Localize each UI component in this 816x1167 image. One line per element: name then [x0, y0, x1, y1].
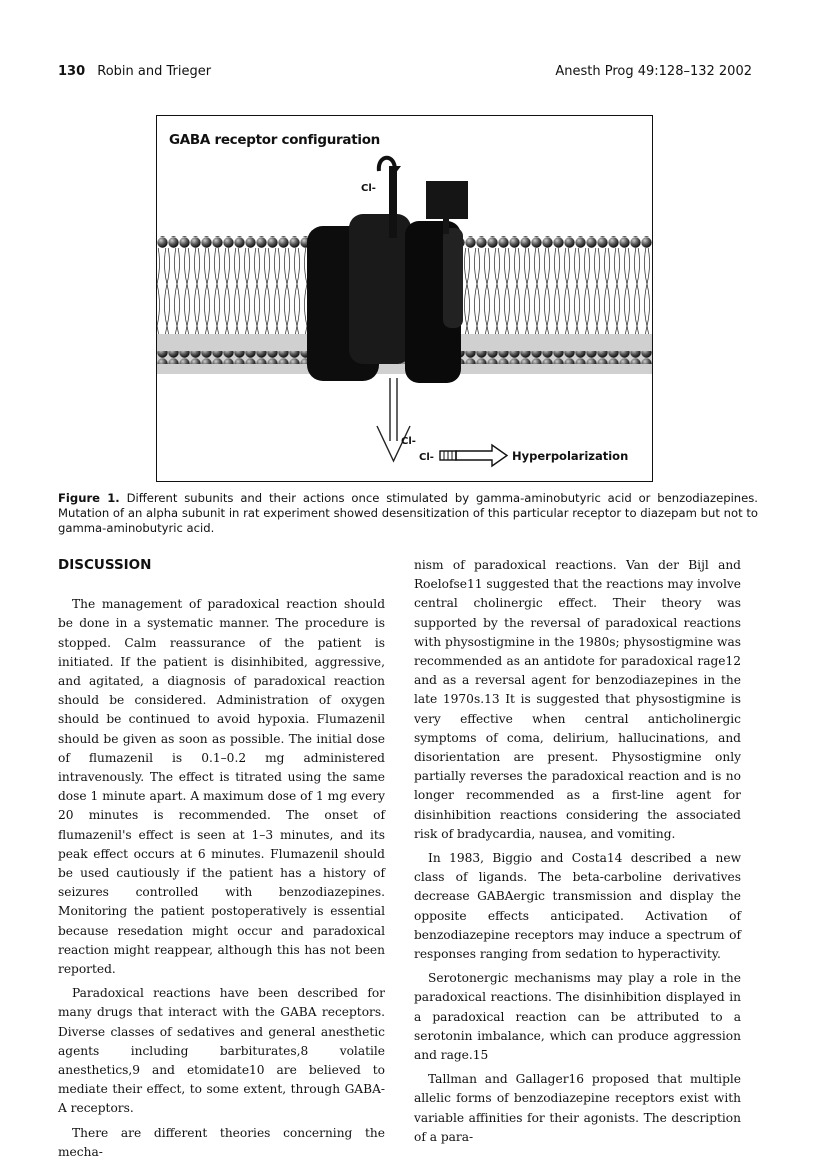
receptor-subunit-2	[349, 214, 411, 364]
caption-label: Figure 1.	[58, 491, 120, 505]
column-right	[414, 556, 741, 1152]
header-authors: Robin and Trieger	[97, 64, 212, 79]
paragraph: There are different theories concerning the mecha-	[58, 1125, 385, 1159]
paragraph: The management of paradoxical reaction should be done in a systematic manner. The procedure is stopped. Calm reassurance of the patient is initiated. If the patient is disinhibited, aggressive, and agitated, a diagnosis of paradoxical reaction should be considered. Administration of oxygen should be continued to avoid hypoxia. Flumazenil should be given as soon as possible. The initial dose of flumazenil is 0.1–0.2 mg administered intravenously. The effect is titrated using the same dose 1 minute apart. A maximum dose of 1 mg every 20 minutes is recommended. The onset of flumazenil's effect is seen at 1–3 minutes, and its peak effect occurs at 6 minutes. Flumazenil should be used cautiously if the patient has a history of seizures controlled with benzodiazepines. Monitoring the patient postoperatively is essential because resedation might occur and paradoxical reaction might reappear, although this has not been reported.	[58, 597, 385, 977]
paragraph: Serotonergic mechanisms may play a role in the paradoxical reactions. The disinhibition displayed in a paradoxical reaction can be attributed to a serotonin imbalance, which can produce aggression and rage.15	[414, 971, 741, 1063]
cl-label-bottom: Cl-	[401, 436, 416, 447]
benzodiazepine-binding-block	[426, 181, 468, 219]
caption-text: Different subunits and their actions once stimulated by gamma-aminobutyric acid or benzodiazepines. Mutation of an alpha subunit in rat experiment showed desensitization of this particular receptor to diazepam but not to gamma-aminobutyric acid.	[58, 491, 758, 535]
paragraph: In 1983, Biggio and Costa14 described a new class of ligands. The beta-carboline derivatives decrease GABAergic transmission and display the opposite effects anticipated. Activation of benzodiazepine receptors may induce a spectrum of responses ranging from sedation to hyperactivity.	[414, 851, 741, 962]
figure-title: GABA receptor configuration	[169, 132, 380, 148]
figure-caption	[58, 491, 758, 536]
hyperpolarization-arrow	[456, 445, 507, 466]
cl-label-flow: Cl-	[419, 452, 434, 463]
figure-1	[156, 115, 653, 482]
running-header-left	[58, 64, 211, 79]
paragraph: nism of paradoxical reactions. Van der Bijl and Roelofse11 suggested that the reactions may involve central cholinergic effect. Their theory was supported by the reversal of paradoxical reactions with physostigmine in the 1980s; physostigmine was recommended as an antidote for paradoxical rage12 and as a reversal agent for benzodiazepines in the late 1970s.13 It is suggested that physostigmine is very effective when central anticholinergic symptoms of coma, delirium, hallucinations, and disorientation are present. Physostigmine only partially reverses the paradoxical reaction and is no longer recommended as a first-line agent for disinhibition reactions considering the associated risk of bradycardia, nausea, and vomiting.	[414, 558, 741, 841]
column-left	[58, 556, 385, 1167]
paragraph: Tallman and Gallager16 proposed that multiple allelic forms of benzodiazepine receptors exist with variable affinities for their agonists. The description of a para-	[414, 1072, 741, 1144]
paragraph: Paradoxical reactions have been described for many drugs that interact with the GABA receptors. Diverse classes of sedatives and general anesthetic agents including barbiturates,8 volatile anesthetics,9 and etomidate10 are believed to mediate their effect, to some extent, through GABA-A receptors.	[58, 986, 385, 1116]
section-heading-discussion: DISCUSSION	[58, 557, 152, 573]
page-number: 130	[58, 64, 86, 79]
gaba-receptor-diagram	[157, 116, 653, 482]
hyperpolarization-label: Hyperpolarization	[512, 449, 629, 463]
cl-label-top: Cl-	[361, 183, 376, 194]
header-journal: Anesth Prog 49:128–132 2002	[555, 64, 752, 79]
